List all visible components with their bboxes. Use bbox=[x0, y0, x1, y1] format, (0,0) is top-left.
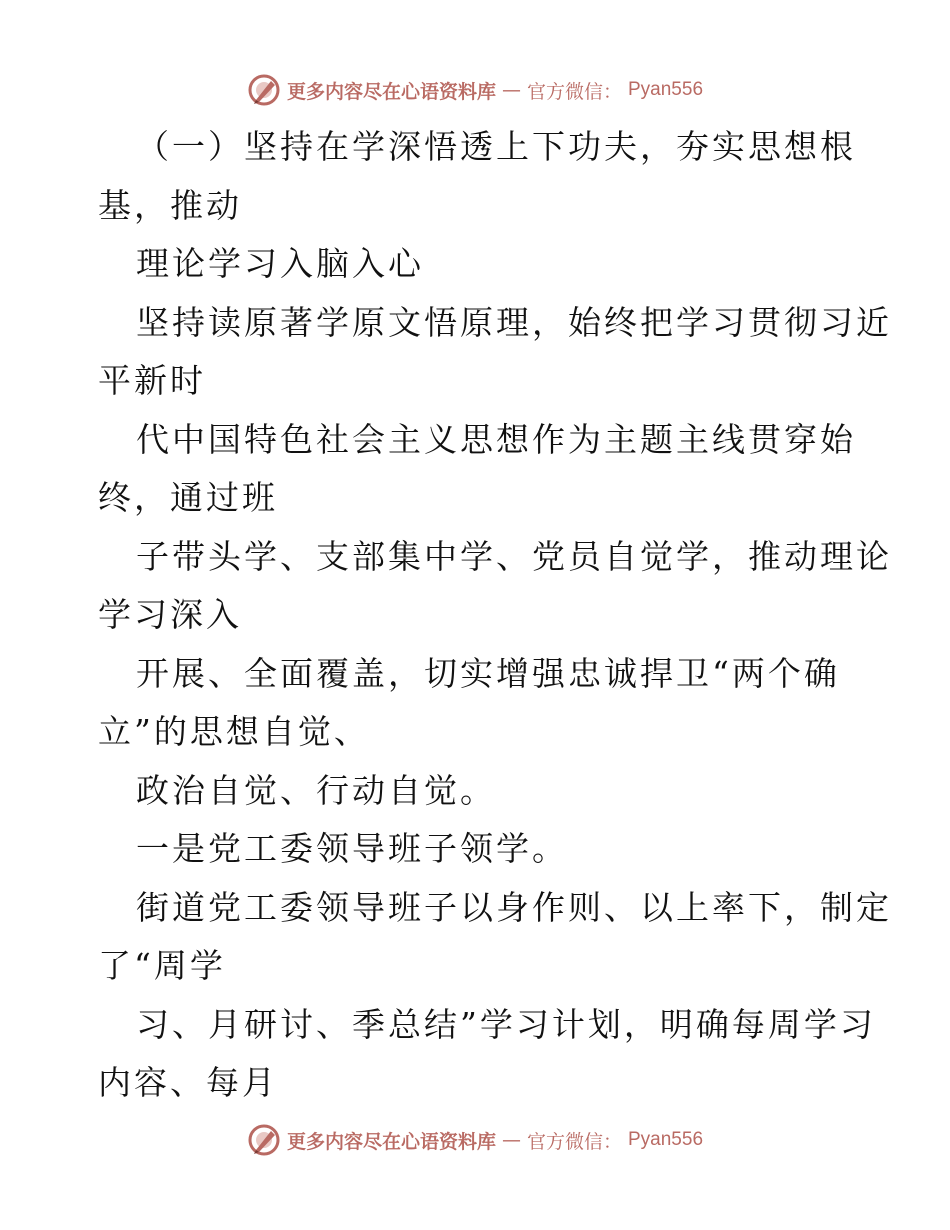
body-line: 了“周学 bbox=[98, 946, 226, 985]
body-line: 政治自觉、行动自觉。 bbox=[136, 770, 496, 810]
body-line: 终，通过班 bbox=[98, 478, 278, 517]
banner-separator: — bbox=[501, 79, 521, 101]
body-line: 平新时 bbox=[98, 361, 206, 400]
body-line: （一）坚持在学深悟透上下功夫，夯实思想根 bbox=[136, 127, 856, 166]
pen-nib-logo-icon bbox=[247, 1123, 281, 1157]
banner-wechat-label: 官方微信： bbox=[526, 80, 622, 103]
banner-title: 更多内容尽在心语资料库 bbox=[286, 1130, 496, 1153]
body-line: 街道党工委领导班子以身作则、以上率下，制定 bbox=[136, 887, 892, 927]
body-line: 习、月研讨、季总结”学习计划，明确每周学习 bbox=[136, 1004, 876, 1044]
body-line: 理论学习入脑入心 bbox=[136, 244, 424, 283]
banner-wechat-label: 官方微信： bbox=[526, 1130, 622, 1153]
banner-wechat-id: Pyan556 bbox=[628, 79, 704, 100]
body-line: 子带头学、支部集中学、党员自觉学，推动理论 bbox=[136, 536, 892, 576]
body-line: 学习深入 bbox=[98, 595, 242, 634]
header-banner bbox=[0, 70, 950, 110]
body-line: 立”的思想自觉、 bbox=[98, 712, 370, 751]
body-line: 开展、全面覆盖，切实增强忠诚捍卫“两个确 bbox=[136, 653, 840, 693]
body-line: 代中国特色社会主义思想作为主题主线贯穿始 bbox=[136, 419, 856, 459]
body-line: 坚持读原著学原文悟原理，始终把学习贯彻习近 bbox=[136, 302, 892, 342]
body-line: 内容、每月 bbox=[98, 1063, 278, 1102]
banner-separator: — bbox=[501, 1129, 521, 1151]
footer-banner bbox=[0, 1120, 950, 1160]
banner-title: 更多内容尽在心语资料库 bbox=[286, 80, 496, 103]
banner-wechat-id: Pyan556 bbox=[628, 1129, 704, 1150]
document-body bbox=[98, 118, 892, 1113]
body-line: 一是党工委领导班子领学。 bbox=[136, 829, 568, 868]
pen-nib-logo-icon bbox=[247, 73, 281, 107]
body-line: 基，推动 bbox=[98, 185, 242, 225]
